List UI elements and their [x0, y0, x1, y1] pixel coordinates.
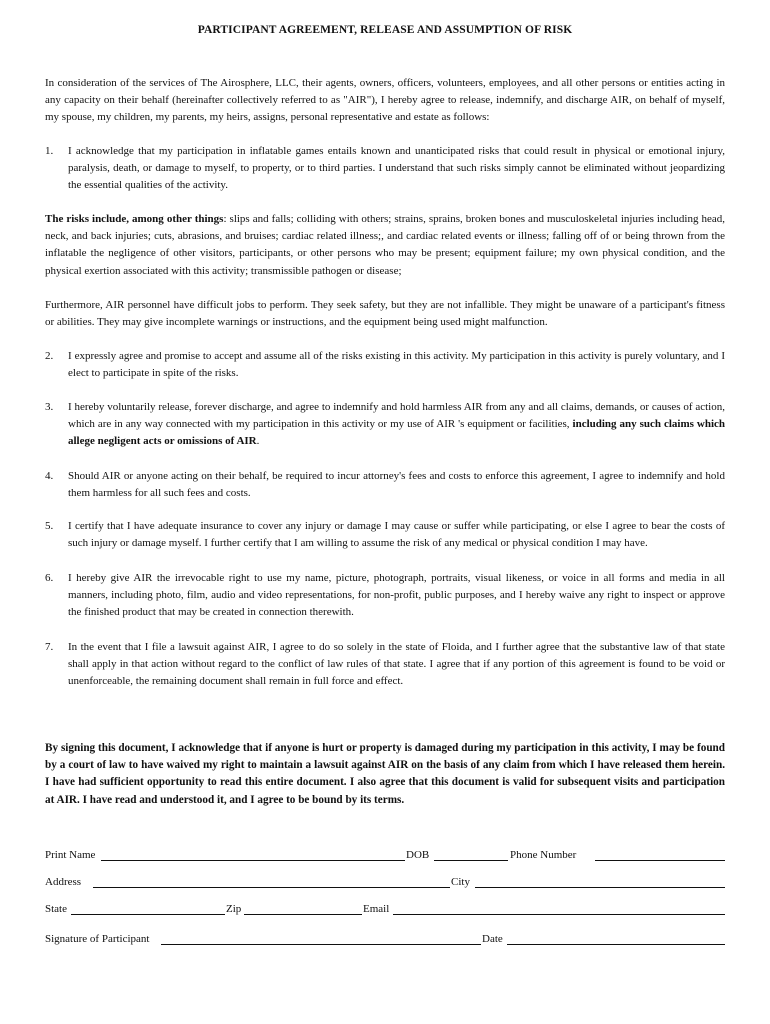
phone-field[interactable]: [595, 860, 725, 861]
form-row-name: [45, 846, 725, 862]
signature-label: Signature of Participant: [45, 933, 150, 945]
risks-lead: The risks include, among other things: [45, 213, 224, 225]
item-2-number: 2.: [45, 350, 54, 362]
risks-paragraph: [45, 211, 725, 280]
address-field[interactable]: [93, 887, 450, 888]
date-field[interactable]: [507, 944, 725, 945]
signing-acknowledgement: By signing this document, I acknowledge that if anyone is hurt or property is damaged during my participation in this activity, I may be found by a court of law to have waived my right to maintain a lawsuit against AIR on the basis of any claim from which I have released them herein. I have had sufficient opportunity to read this entire document. I also agree that this document is valid for subsequent visits and participation at AIR. I have read and understood it, and I agree to be bound by its terms.: [45, 742, 725, 806]
print-name-label: Print Name: [45, 849, 96, 861]
address-label: Address: [45, 876, 82, 888]
item-4-text: Should AIR or anyone acting on their behalf, be required to incur attorney's fees and costs to enforce this agreement, I agree to indemnify and hold them harmless for all such fees and costs.: [68, 470, 725, 500]
item-7-number: 7.: [45, 641, 54, 653]
city-label: City: [451, 876, 470, 888]
zip-field[interactable]: [244, 914, 362, 915]
form-row-address: [45, 873, 725, 889]
date-label: Date: [482, 933, 503, 945]
item-7-text: In the event that I file a lawsuit against AIR, I agree to do so solely in the state of Floida, and I further agree that the substantive law of that state shall apply in that action without regard to the conflict of law rules of that state. I agree that if any portion of this agreement is found to be void or unenforceable, the remaining document shall remain in full force and effect.: [68, 641, 725, 688]
item-3-end: .: [256, 435, 260, 448]
email-label: Email: [363, 903, 390, 915]
state-label: State: [45, 903, 67, 915]
zip-label: Zip: [226, 903, 242, 915]
item-6-number: 6.: [45, 572, 54, 584]
phone-label: Phone Number: [510, 849, 577, 861]
item-3-bold: including any such claims which allege negligent acts or omissions of AIR: [68, 418, 726, 448]
furthermore-paragraph: Furthermore, AIR personnel have difficult jobs to perform. They seek safety, but they are not infallible. They might be unaware of a participant's fitness or abilities. They may give incomplete warnings or instructions, and the equipment being used might malfunction.: [45, 299, 725, 329]
item-1-text: I acknowledge that my participation in inflatable games entails known and unanticipated risks that could result in physical or emotional injury, paralysis, death, or damage to myself, to property, or to third parties. I understand that such risks simply cannot be eliminated without jeopardizing the essential qualities of the activity.: [68, 145, 725, 192]
item-5-number: 5.: [45, 520, 54, 532]
state-field[interactable]: [71, 914, 225, 915]
item-6-text: I hereby give AIR the irrevocable right to use my name, picture, photograph, portraits, visual likeness, or voice in all forms and media in all manners, including photo, film, audio and video representations, for non-profit, public purposes, and I hereby waive any right to inspect or approve the finished product that may be created in connection therewith.: [68, 572, 725, 619]
item-3-text: [68, 399, 725, 451]
risks-text: : slips and falls; colliding with others; strains, sprains, broken bones and musculoskeletal injuries including head, neck, and back injuries; cuts, abrasions, and bruises; cardiac related illness;, and cardiac related events or illness; falling off of or being thrown from the inflatable the negligence of other visitors, participants, or other persons who may be present; equipment failure; my own physical condition, and the physical exertion associated with this activity; transmissible pathogen or disease;: [45, 213, 725, 277]
item-5-text: I certify that I have adequate insurance to cover any injury or damage I may cause or suffer while participating, or else I agree to bear the costs of such injury or damage myself. I further certify that I am willing to assume the risk of any medical or physical condition I may have.: [68, 520, 725, 550]
email-field[interactable]: [393, 914, 725, 915]
dob-label: DOB: [406, 849, 430, 861]
city-field[interactable]: [475, 887, 725, 888]
print-name-field[interactable]: [101, 860, 405, 861]
dob-field[interactable]: [434, 860, 508, 861]
item-3-body: I hereby voluntarily release, forever discharge, and agree to indemnify and hold harmless AIR from any and all claims, demands, or causes of action, which are in any way connected with my participation in this activity or my use of AIR 's equipment or facilities,: [68, 401, 725, 431]
item-2-text: I expressly agree and promise to accept and assume all of the risks existing in this activity. My participation in this activity is purely voluntary, and I elect to participate in spite of the risks.: [68, 350, 725, 380]
item-3-number: 3.: [45, 401, 54, 413]
item-4-number: 4.: [45, 470, 54, 482]
intro-paragraph: In consideration of the services of The Airosphere, LLC, their agents, owners, officers, volunteers, employees, and all other persons or entities acting in any capacity on their behalf (hereinafter collectively referred to as "AIR"), I hereby agree to release, indemnify, and discharge AIR, on behalf of myself, my spouse, my children, my parents, my heirs, assigns, personal representative and estate as follows:: [45, 77, 725, 124]
form-row-signature: [45, 930, 725, 946]
signature-field[interactable]: [161, 944, 481, 945]
item-1-number: 1.: [45, 145, 54, 157]
document-title: PARTICIPANT AGREEMENT, RELEASE AND ASSUMPTION OF RISK: [197, 24, 573, 36]
form-row-contact: [45, 900, 725, 916]
